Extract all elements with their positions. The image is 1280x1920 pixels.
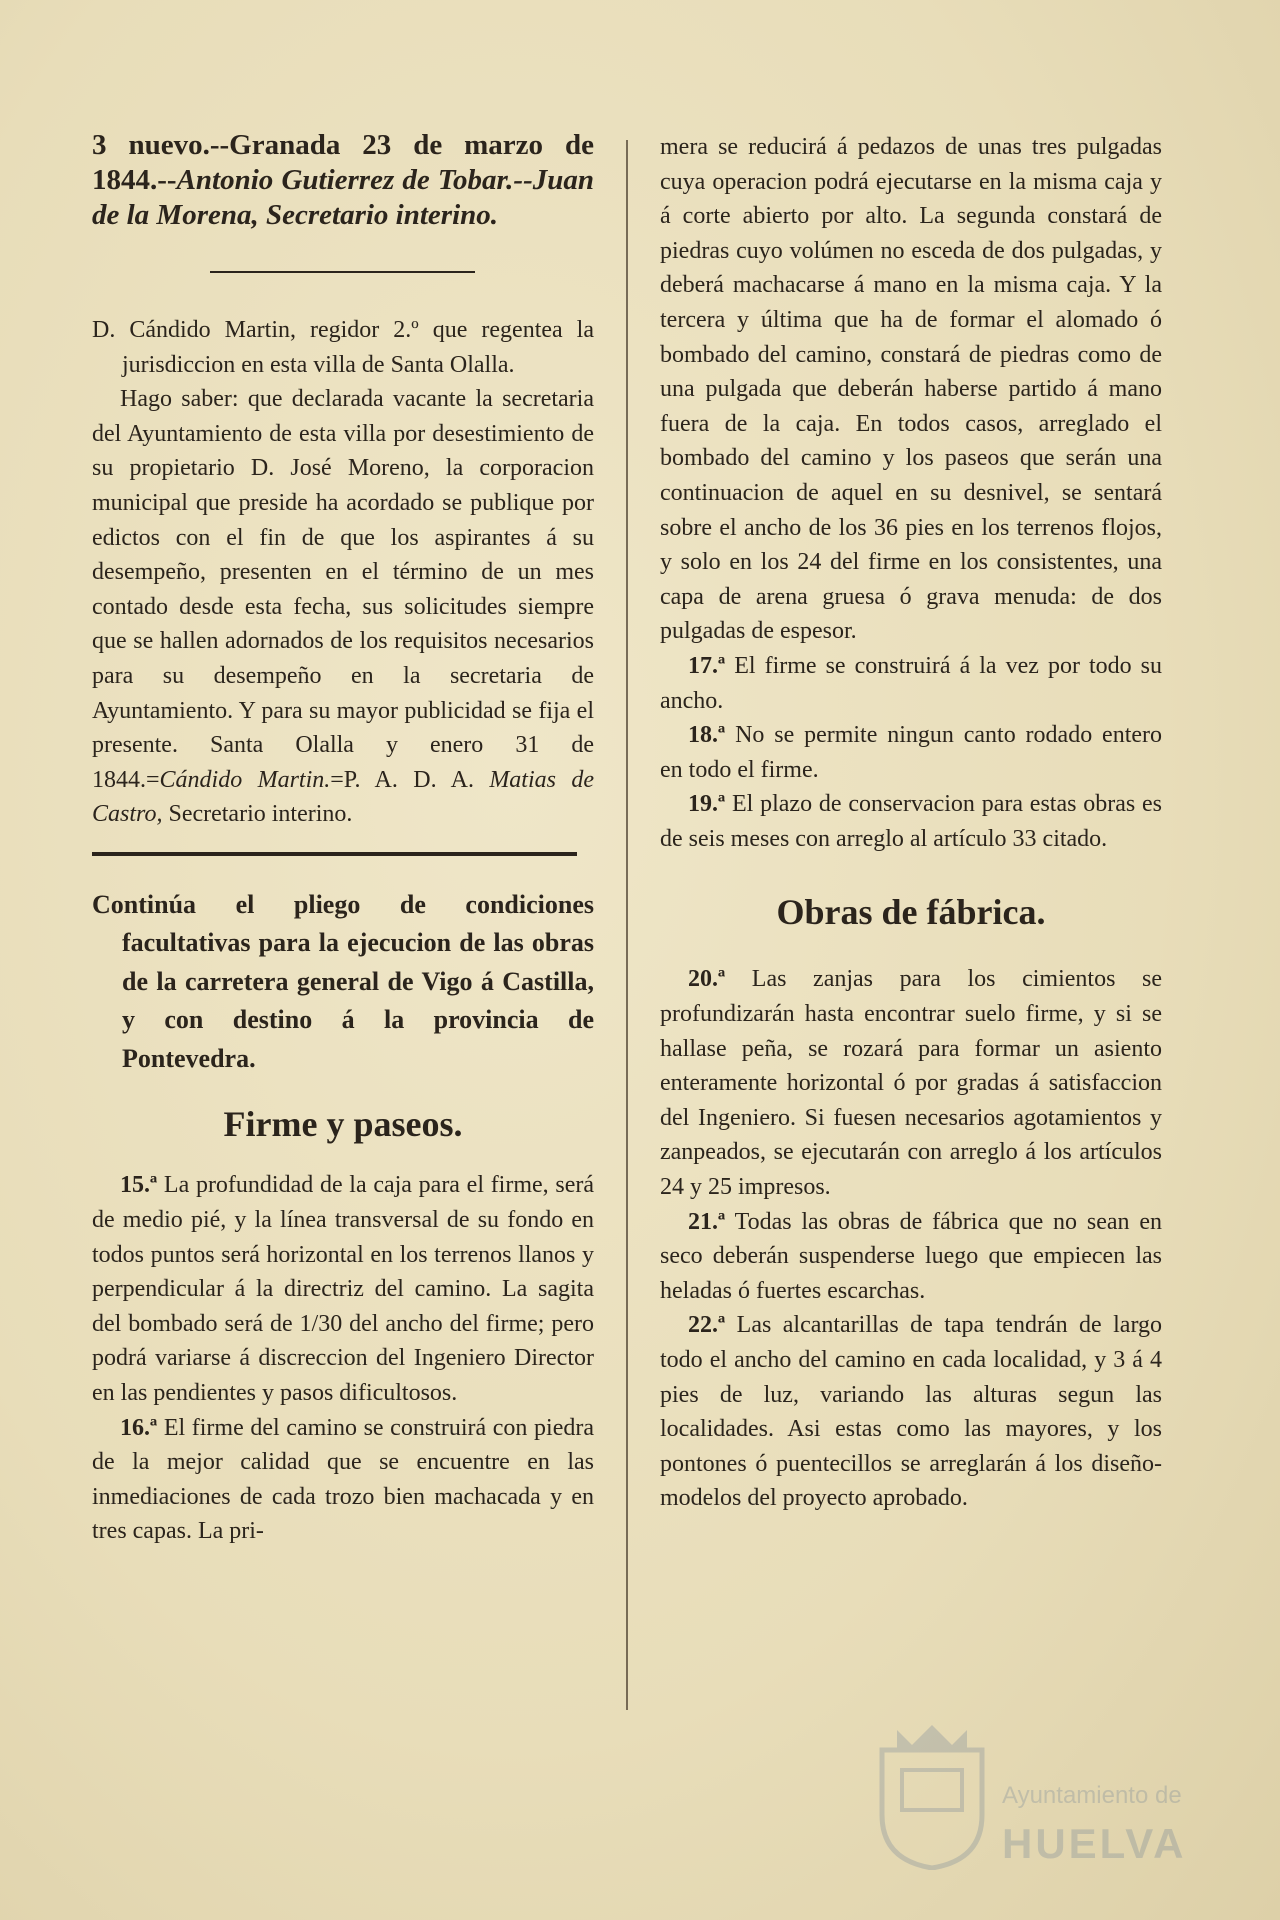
article-15 bbox=[92, 1168, 594, 1410]
article-number: 18.ª bbox=[688, 722, 726, 749]
article-22 bbox=[660, 1308, 1162, 1516]
article-number: 22.ª bbox=[688, 1312, 726, 1339]
article-text: Las zanjas para los cimientos se profundizarán hasta encontrar suelo firme, y si se hallase peña, se rozará para formar un asiento enteramente horizontal ó por gradas á satisfaccion del Ingeniero. Si fuesen necesarios agotamientos y zanpeados, se ejecutarán con arreglo á los artículos 24 y 25 impresos. bbox=[660, 966, 1162, 1201]
edict-signer: Cándido Martin. bbox=[159, 766, 331, 793]
article-number: 19.ª bbox=[688, 791, 726, 818]
edict-sign-mid: =P. A. D. A. bbox=[330, 766, 474, 793]
article-number: 17.ª bbox=[688, 652, 726, 679]
watermark-org: Ayuntamiento de bbox=[1002, 1782, 1182, 1809]
article-16-continuation: mera se reducirá á pedazos de unas tres pulgadas cuya operacion podrá ejecutarse en la misma caja y á corte abierto por alto. La segunda constará de piedras cuyo volúmen no esceda de dos pulgadas, y deberá machacarse á mano en la misma caja. Y la tercera y última que ha de formar el alomado ó bombado del camino, constará de piedras como de una pulgada que deberán haberse partido á mano fuera de la caja. En todos casos, arreglado el bombado del camino y los paseos que serán una continuacion de aquel en su desnivel, se sentará sobre el ancho de los 36 pies en los terrenos flojos, y solo en los 24 del firme en los consistentes, una capa de arena gruesa ó grava menuda: de dos pulgadas de espesor. bbox=[660, 134, 1162, 645]
crest-icon bbox=[872, 1720, 992, 1870]
article-16 bbox=[92, 1411, 594, 1549]
column-divider bbox=[626, 140, 628, 1710]
closing-date-line: 3 nuevo.--Granada 23 de marzo de 1844.-- bbox=[92, 129, 594, 196]
section-title-firme: Firme y paseos. bbox=[223, 1104, 463, 1145]
article-text: Las alcantarillas de tapa tendrán de largo todo el ancho del camino en cada localidad, y 3 á 4 pies de luz, variando las alturas segun las localidades. Asi estas como las mayores, y los pontones ó puentecillos se arreglarán á los diseño-modelos del proyecto aprobado. bbox=[660, 1312, 1163, 1512]
left-column bbox=[92, 128, 594, 1549]
article-text: La profundidad de la caja para el firme, será de medio pié, y la línea transversal de su fondo en todos puntos será horizontal en los terrenos llanos y perpendicular á la directriz del camino. La sagita del bombado será de 1/30 del ancho del firme; pero podrá variarse á discreccion del Ingeniero Director en las pendientes y pasos dificultosos. bbox=[92, 1172, 595, 1406]
edict-body bbox=[92, 382, 594, 832]
article-number: 21.ª bbox=[688, 1208, 726, 1235]
article-text: Todas las obras de fábrica que no sean en seco deberán suspenderse luego que empiecen las heladas ó fuertes escarchas. bbox=[660, 1208, 1162, 1304]
closing-signature-paragraph bbox=[92, 128, 594, 233]
article-18 bbox=[660, 718, 1162, 787]
article-text: No se permite ningun canto rodado entero en todo el firme. bbox=[660, 722, 1163, 783]
edict-body-text: Hago saber: que declarada vacante la secretaria del Ayuntamiento de esta villa por desestimiento de su propietario D. José Moreno, la corporacion municipal que preside ha acordado se publique por edictos con el fin de que los aspirantes á su desempeño, presenten en el término de un mes contado desde esta fecha, sus solicitudes siempre que se hallen adornados de los requisitos necesarios para su desempeño en la secretaria de Ayuntamiento. Y para su mayor publicidad se fija el presente. Santa Olalla y enero 31 de 1844.= bbox=[92, 386, 594, 793]
specifications-announcement: Continúa el pliego de condiciones facultativas para la ejecucion de las obras de la carretera general de Vigo á Castilla, y con destino á la provincia de Pontevedra. bbox=[92, 889, 594, 1073]
article-21 bbox=[660, 1205, 1162, 1309]
edict-secretary-role: Secretario interino. bbox=[168, 801, 353, 828]
archive-watermark bbox=[872, 1720, 1202, 1870]
article-number: 20.ª bbox=[688, 966, 726, 993]
edict-secretary-name: Matias de Castro, bbox=[92, 766, 594, 828]
section-title-obras: Obras de fábrica. bbox=[776, 892, 1046, 933]
right-column bbox=[660, 130, 1162, 1516]
article-19 bbox=[660, 787, 1162, 856]
edict-heading: D. Cándido Martin, regidor 2.º que regentea la jurisdiccion en esta villa de Santa Olalla. bbox=[92, 317, 594, 378]
short-divider bbox=[210, 271, 475, 273]
article-text: El plazo de conservacion para estas obras es de seis meses con arreglo al artículo 33 citado. bbox=[660, 791, 1162, 852]
article-17 bbox=[660, 649, 1162, 718]
article-number: 16.ª bbox=[120, 1414, 158, 1441]
article-text: El firme se construirá á la vez por todo su ancho. bbox=[660, 652, 1162, 714]
article-number: 15.ª bbox=[120, 1172, 158, 1199]
section-divider bbox=[92, 852, 577, 856]
article-20 bbox=[660, 962, 1162, 1204]
watermark-city: HUELVA bbox=[1002, 1820, 1187, 1867]
closing-signers: Antonio Gutierrez de Tobar.--Juan de la Morena, Secretario interino. bbox=[92, 164, 594, 231]
article-text: El firme del camino se construirá con piedra de la mejor calidad que se encuentre en las inmediaciones de cada trozo bien machacada y en tres capas. La pri- bbox=[92, 1414, 594, 1545]
